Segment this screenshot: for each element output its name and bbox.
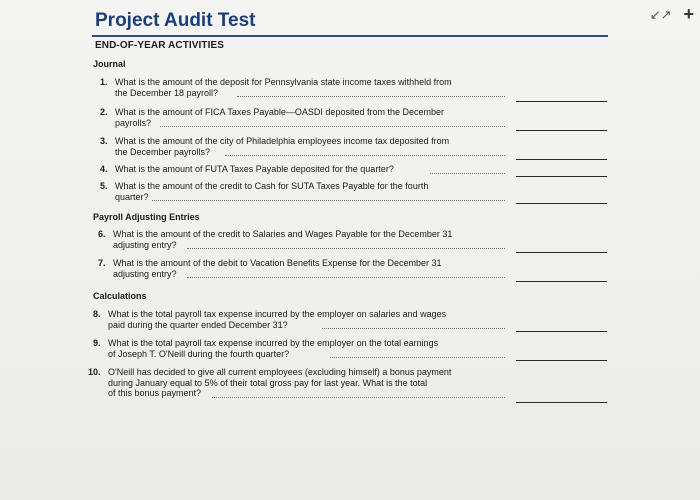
question-number: 7. [98,258,106,268]
question-3 [100,136,525,157]
question-number: 6. [98,229,106,239]
dot-leader [430,173,505,174]
page-title: Project Audit Test [95,10,256,31]
question-text: What is the amount of FICA Taxes Payable—OASDI deposited from the December [115,107,444,117]
question-text: What is the total payroll tax expense incurred by the employer on the total earnings [108,338,439,348]
question-text: What is the amount of the city of Philadelphia employees income tax deposited from [115,136,450,146]
question-text: What is the amount of the debit to Vacation Benefits Expense for the December 31 [113,258,442,268]
question-6 [98,229,523,250]
answer-line-10[interactable] [516,402,607,403]
dot-leader [152,200,505,201]
section-payroll-adjusting: Payroll Adjusting Entries [93,212,200,222]
question-1 [100,77,525,98]
section-calculations: Calculations [93,291,147,301]
answer-line-1[interactable] [516,101,607,102]
question-text: What is the amount of the credit to Cash for SUTA Taxes Payable for the fourth [115,181,429,191]
question-text-cont: quarter? [115,191,149,202]
question-text-cont: the December payrolls? [115,146,211,157]
question-8 [93,309,518,330]
question-number: 4. [100,164,108,174]
answer-line-9[interactable] [516,360,607,361]
question-text-cont: payrolls? [115,117,152,128]
question-number: 1. [100,77,108,87]
question-number: 8. [93,309,101,319]
dot-leader [322,328,505,329]
question-text-cont: the December 18 payroll? [115,87,219,98]
question-number: 9. [93,338,101,348]
question-text: What is the amount of the credit to Salaries and Wages Payable for the December 31 [113,229,453,239]
question-number: 3. [100,136,108,146]
question-text: What is the amount of the deposit for Pennsylvania state income taxes withheld from [115,77,452,87]
section-journal: Journal [93,59,126,69]
dot-leader [330,357,505,358]
answer-line-6[interactable] [516,252,607,253]
question-text-cont: during January equal to 5% of their total gross pay for last year. What is the total [108,377,428,388]
question-number: 5. [100,181,108,191]
answer-line-5[interactable] [516,203,607,204]
dot-leader [225,155,505,156]
question-10 [88,367,518,399]
question-text: O'Neill has decided to give all current employees (excluding himself) a bonus payment [108,367,452,377]
question-text-cont: adjusting entry? [113,268,177,279]
dot-leader [237,96,505,97]
question-number: 10. [88,367,101,377]
dot-leader [187,277,505,278]
question-number: 2. [100,107,108,117]
title-divider [92,35,608,37]
question-5 [100,181,525,202]
dot-leader [187,248,505,249]
question-2 [100,107,525,128]
answer-line-8[interactable] [516,331,607,332]
question-text: What is the amount of FUTA Taxes Payable deposited for the quarter? [115,164,394,174]
dot-leader [212,397,505,398]
question-9 [93,338,518,359]
dot-leader [160,126,505,127]
question-text-cont: of this bonus payment? [108,388,202,398]
answer-line-7[interactable] [516,281,607,282]
question-text-cont: paid during the quarter ended December 31? [108,319,288,330]
question-text-cont: of Joseph T. O'Neill during the fourth quarter? [108,348,290,359]
answer-line-2[interactable] [516,130,607,131]
collapse-arrow-icon[interactable]: ↙↗ [649,6,672,22]
question-text: What is the total payroll tax expense incurred by the employer on salaries and wages [108,309,447,319]
answer-line-4[interactable] [516,176,607,177]
plus-icon[interactable]: + [683,4,694,24]
window-controls [650,4,694,25]
question-text-cont: adjusting entry? [113,239,177,250]
question-7 [98,258,523,279]
section-subtitle: END-OF-YEAR ACTIVITIES [95,40,225,51]
answer-line-3[interactable] [516,159,607,160]
